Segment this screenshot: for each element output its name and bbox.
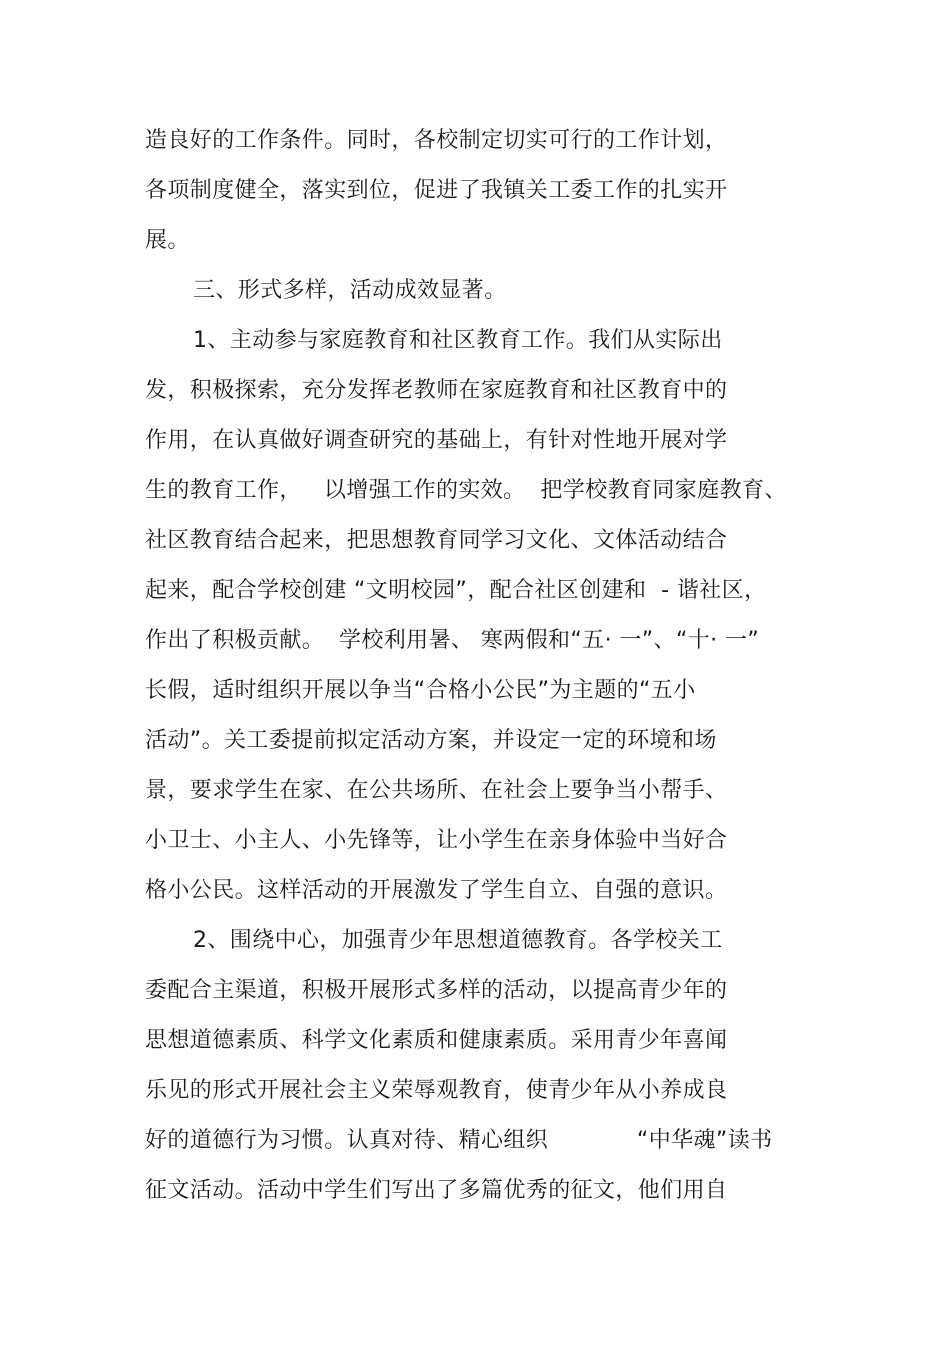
text-line: 小卫士、小主人、小先锋等，让小学生在亲身体验中当好合 bbox=[145, 828, 728, 853]
text-line: 乐见的形式开展社会主义荣辱观教育，使青少年从小养成良 bbox=[145, 1078, 728, 1103]
text-line: 委配合主渠道，积极开展形式多样的活动，以提高青少年的 bbox=[145, 978, 728, 1003]
text-line: 起来，配合学校创建 “文明校园”，配合社区创建和 - 谐社区， bbox=[145, 578, 767, 603]
text-line: 生的教育工作， 以增强工作的实效。 把学校教育同家庭教育、 bbox=[145, 478, 787, 503]
text-line: 发，积极探索，充分发挥老教师在家庭教育和社区教育中的 bbox=[145, 378, 728, 403]
text-line: 展。 bbox=[145, 228, 190, 253]
text-line: 格小公民。这样活动的开展激发了学生自立、自强的意识。 bbox=[145, 878, 728, 903]
text-line: 活动”。关工委提前拟定活动方案，并设定一定的环境和场 bbox=[145, 728, 717, 753]
text-line: 造良好的工作条件。同时，各校制定切实可行的工作计划， bbox=[145, 128, 728, 153]
text-line: 好的道德行为习惯。认真对待、精心组织 “中华魂”读书 bbox=[145, 1128, 773, 1153]
text-line: 2、围绕中心，加强青少年思想道德教育。各学校关工 bbox=[193, 928, 723, 953]
text-line: 作用，在认真做好调查研究的基础上，有针对性地开展对学 bbox=[145, 428, 728, 453]
text-line: 景，要求学生在家、在公共场所、在社会上要争当小帮手、 bbox=[145, 778, 728, 803]
text-line: 各项制度健全，落实到位，促进了我镇关工委工作的扎实开 bbox=[145, 178, 728, 203]
text-line: 征文活动。活动中学生们写出了多篇优秀的征文，他们用自 bbox=[145, 1178, 728, 1203]
text-line: 长假，适时组织开展以争当“合格小公民”为主题的“五小 bbox=[145, 678, 696, 703]
text-line: 社区教育结合起来，把思想教育同学习文化、文体活动结合 bbox=[145, 528, 728, 553]
text-line: 1、主动参与家庭教育和社区教育工作。我们从实际出 bbox=[193, 328, 723, 353]
text-line: 作出了积极贡献。 学校利用暑、 寒两假和“五· 一”、“十· 一” bbox=[145, 628, 760, 653]
text-line: 思想道德素质、科学文化素质和健康素质。采用青少年喜闻 bbox=[145, 1028, 728, 1053]
section-heading: 三、形式多样，活动成效显著。 bbox=[193, 278, 507, 303]
